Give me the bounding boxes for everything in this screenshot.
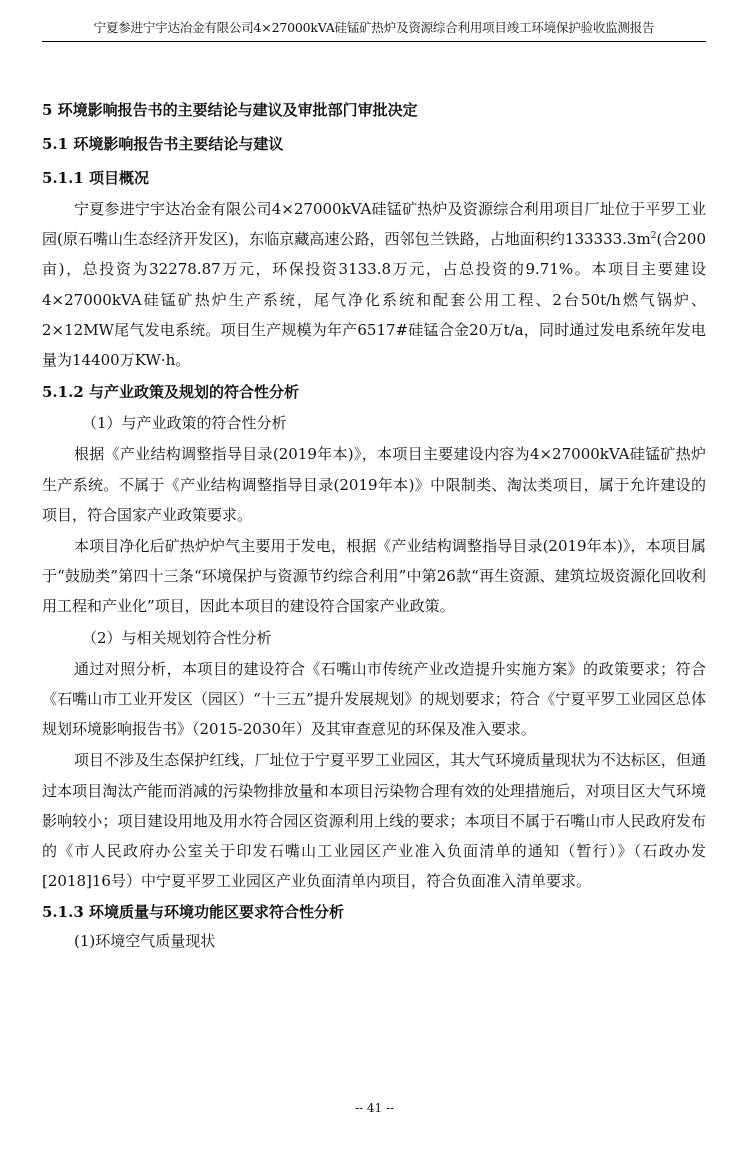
paragraph-policy-2: 本项目净化后矿热炉炉气主要用于发电，根据《产业结构调整指导目录(2019年本)》，本项目属于“鼓励类”第四十三条“环境保护与资源节约综合利用”中第26款“再生资源、建筑垃圾资源化回收利用工程和产业化”项目，因此本项目的建设符合国家产业政策。: [42, 537, 706, 616]
overview-text-b: (合200亩)，总投资为32278.87万元，环保投资3133.8万元，占总投资的9.71%。本项目主要建设4×27000kVA硅锰矿热炉生产系统，尾气净化系统和配套公用工程、2台50t/h燃气锅炉、2×12MW尾气发电系统。项目生产规模为年产6517#硅锰合金20万t/a，同时通过发电系统年发电量为14400万KW·h。: [42, 230, 706, 370]
superscript-2: 2: [650, 231, 657, 242]
heading-5-1-3: 5.1.3 环境质量与环境功能区要求符合性分析: [42, 903, 344, 922]
heading-5: 5 环境影响报告书的主要结论与建议及审批部门审批决定: [42, 101, 418, 119]
heading-5-1-2: 5.1.2 与产业政策及规划的符合性分析: [42, 383, 299, 402]
heading-5-1: 5.1 环境影响报告书主要结论与建议: [42, 135, 284, 153]
paragraph-planning-1: 通过对照分析，本项目的建设符合《石嘴山市传统产业改造提升实施方案》的政策要求；符合《石嘴山市工业开发区（园区）“十三五”提升发展规划》的规划要求；符合《宁夏平罗工业园区总体规划环境影响报告书》（2015-2030年）及其审查意见的环保及准入要求。: [42, 659, 706, 739]
page-header: 宁夏参进宁宇达冶金有限公司4×27000kVA硅锰矿热炉及资源综合利用项目竣工环境保护验收监测报告: [42, 18, 706, 42]
overview-text-a: 宁夏参进宁宇达冶金有限公司4×27000kVA硅锰矿热炉及资源综合利用项目厂址位于平罗工业园(原石嘴山生态经济开发区)，东临京藏高速公路，西邻包兰铁路，占地面积约133333.3m: [42, 200, 706, 249]
paragraph-project-overview: [42, 194, 706, 375]
subheading-policy: （1）与产业政策的符合性分析: [82, 414, 287, 433]
subheading-air-quality: (1)环境空气质量现状: [74, 932, 216, 951]
subheading-planning: （2）与相关规划符合性分析: [82, 628, 272, 647]
heading-5-1-1: 5.1.1 项目概况: [42, 169, 149, 187]
paragraph-planning-2: 项目不涉及生态保护红线，厂址位于宁夏平罗工业园区，其大气环境质量现状为不达标区，但通过本项目淘汰产能而消减的污染物排放量和本项目污染物合理有效的处理措施后，对项目区大气环境影响较小；项目建设用地及用水符合园区资源利用上线的要求；本项目不属于石嘴山市人民政府发布的《市人民政府办公室关于印发石嘴山工业园区产业准入负面清单的通知（暂行）》（石政办发[2018]16号）中宁夏平罗工业园区产业负面清单内项目，符合负面准入清单要求。: [42, 751, 706, 891]
page-number: -- 41 --: [354, 1101, 395, 1115]
main-content: [42, 100, 706, 957]
paragraph-policy-1: 根据《产业结构调整指导目录(2019年本)》，本项目主要建设内容为4×27000kVA硅锰矿热炉生产系统。不属于《产业结构调整指导目录(2019年本)》中限制类、淘汰类项目，属于允许建设的项目，符合国家产业政策要求。: [42, 445, 706, 524]
